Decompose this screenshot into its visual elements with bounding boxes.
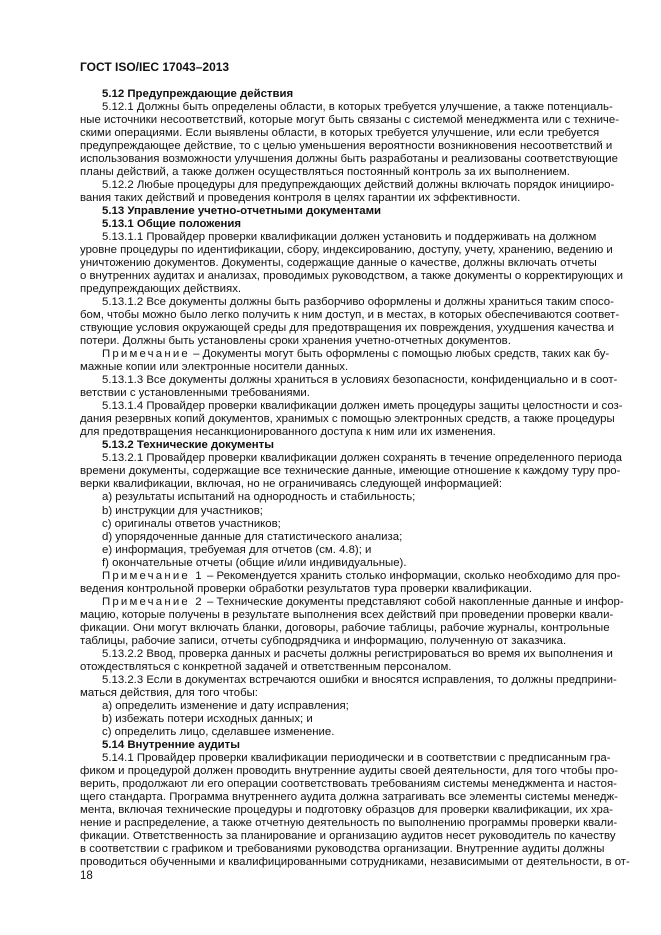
text-line: нение и распределение, а также отчетную деятельность по выполнению программы проверки квали- bbox=[80, 816, 618, 829]
text-line: мацию, которые получены в результате выполнения всех действий при проведении проверки квали- bbox=[80, 608, 614, 621]
note-text: – Документы могут быть оформлены с помощью любых средств, таких как бу- bbox=[189, 348, 610, 361]
text-line bbox=[80, 569, 621, 583]
text-line: 5.14.1 Провайдер проверки квалификации периодически и в соответствии с предписанным гра- bbox=[102, 751, 611, 764]
list bbox=[80, 700, 584, 739]
text-line: бом, чтобы можно было легко получить к ним доступ, и в местах, в которых обеспечиваются соответ- bbox=[80, 309, 620, 322]
text-line: уничтожению документов. Документы, содержащие данные о качестве, должны включать отчеты bbox=[80, 257, 597, 270]
note-label: Примечание 1 bbox=[102, 569, 204, 582]
text-line: уровне процедуры по идентификации, сбору, индексированию, доступу, учету, хранению, ведению и bbox=[80, 244, 613, 257]
text-line: 5.12.2 Любые процедуры для предупреждающих действий должны включать порядок иницииро- bbox=[102, 179, 615, 192]
paragraph bbox=[80, 101, 619, 179]
list-item: c) оригиналы ответов участников; bbox=[102, 517, 281, 530]
page-number: 18 bbox=[80, 870, 93, 882]
text-line: мажные копии или электронные носители данных. bbox=[80, 361, 349, 374]
text-line: фиком и процедурой должен проводить внутренние аудиты своей деятельности, для того чтобы про- bbox=[80, 764, 618, 777]
paragraph bbox=[80, 673, 617, 700]
text-line: щего стандарта. Программа внутреннего аудита должна затрагивать все элементы системы менедж- bbox=[80, 790, 618, 803]
paragraph bbox=[80, 179, 615, 205]
text-line: дания резервных копий документов, хранимых с помощью электронных средств, а также процедуры bbox=[80, 413, 615, 426]
text-line bbox=[80, 348, 610, 361]
section-heading bbox=[80, 88, 584, 101]
text-line: для предотвращения несанкционированного доступа к ним или их изменения. bbox=[80, 426, 496, 439]
paragraph bbox=[80, 647, 613, 674]
text-line: 5.13.1.1 Провайдер проверки квалификации должен установить и поддерживать на должном bbox=[102, 231, 597, 244]
text-line: верить, продолжают ли его операции соответствовать требованиям системы менеджмента и настоя- bbox=[80, 777, 617, 790]
text-line: ствующие условия окружающей среды для предотвращения их повреждения, ухудшения качества и bbox=[80, 322, 614, 335]
text-line: предупреждающих действиях. bbox=[80, 283, 242, 296]
list-item: d) упорядоченные данные для статистического анализа; bbox=[102, 530, 403, 543]
text-line: использования возможности улучшения должны быть разработаны и реализованы соответствующие bbox=[80, 153, 618, 166]
text-line: отождествляться с конкретной задачей и ответственным персоналом. bbox=[80, 660, 452, 673]
text-line: ведения контрольной проверки обработки результатов тура проверки квалификации. bbox=[80, 582, 533, 595]
text-line: потери. Должны быть установлены сроки хранения учетно-отчетных документов. bbox=[80, 335, 511, 348]
text-line: 5.13.2 Технические документы bbox=[102, 439, 274, 452]
text-line: ветствии с установленными требованиями. bbox=[80, 387, 310, 400]
text-line: скими операциями. Если выявлены области, в которых требуется улучшение, или если требуется bbox=[80, 127, 600, 140]
text-line: 5.13.1.2 Все документы должны быть разборчиво оформлены и должны храниться таким спосо- bbox=[102, 296, 614, 309]
paragraph bbox=[80, 374, 618, 400]
note-text: – Технические документы представляют собой накопленные данные и инфор- bbox=[203, 595, 624, 608]
text-line: 5.14 Внутренние аудиты bbox=[102, 738, 240, 751]
section-heading bbox=[80, 439, 584, 452]
paragraph bbox=[80, 751, 630, 869]
text-line: 5.12.1 Должны быть определены области, в которых требуется улучшение, а также потенциаль- bbox=[102, 101, 613, 114]
note bbox=[80, 595, 624, 648]
text-line: проводиться обученными и квалифицированными сотрудниками, независимыми от деятельности, в от- bbox=[80, 855, 630, 868]
text-line: таблицы, рабочие записи, отчеты субподрядчика и информацию, полученную от заказчика. bbox=[80, 634, 567, 647]
list-item: e) информация, требуемая для отчетов (см. 4.8); и bbox=[102, 543, 372, 556]
paragraph bbox=[80, 231, 623, 296]
text-line: фикации. Они могут включать бланки, договоры, рабочие таблицы, рабочие журналы, контрольные bbox=[80, 621, 610, 634]
note bbox=[80, 569, 621, 596]
text-line: 5.13.1 Общие положения bbox=[102, 218, 242, 231]
text-line: 5.13 Управление учетно-отчетными документами bbox=[102, 205, 382, 218]
section-heading bbox=[80, 739, 584, 752]
section-heading bbox=[80, 218, 584, 231]
paragraph bbox=[80, 452, 622, 491]
note-label: Примечание 2 bbox=[102, 595, 204, 608]
text-line: о внутренних аудитах и анализах, проводимых руководством, а также документы о корректирующих и bbox=[80, 270, 623, 283]
text-line: 5.13.1.4 Провайдер проверки квалификации должен иметь процедуры защиты целостности и соз- bbox=[102, 400, 623, 413]
paragraph bbox=[80, 400, 623, 439]
text-line: ные источники несоответствий, которые могут быть связаны с системой менеджмента или с техниче- bbox=[80, 114, 619, 127]
list-item: b) избежать потери исходных данных; и bbox=[102, 712, 313, 725]
document-body bbox=[80, 88, 630, 869]
paragraph bbox=[80, 296, 620, 348]
text-line bbox=[80, 595, 624, 609]
text-line: предупреждающее действие, то с целью уменьшения вероятности возникновения несоответствий и bbox=[80, 140, 613, 153]
text-line: 5.13.2.2 Ввод, проверка данных и расчеты должны регистрироваться во время их выполнения и bbox=[102, 647, 613, 660]
list bbox=[80, 491, 584, 569]
list-item: f) окончательные отчеты (общие и/или индивидуальные). bbox=[102, 556, 407, 569]
text-line: мента, включая технические процедуры и подготовку образцов для проверки квалификации, их хра- bbox=[80, 803, 613, 816]
note bbox=[80, 348, 610, 374]
text-line: верки квалификации, включая, но не ограничиваясь следующей информацией: bbox=[80, 478, 503, 491]
text-line: маться действия, для того чтобы: bbox=[80, 686, 258, 699]
text-line: 5.13.1.3 Все документы должны храниться в условиях безопасности, конфиденциально и в соот- bbox=[102, 374, 618, 387]
document-header: ГОСТ ISO/IEC 17043–2013 bbox=[80, 60, 230, 74]
text-line: планы действий, а также должен осуществляться постоянный контроль за их выполнением. bbox=[80, 166, 570, 179]
list-item: a) результаты испытаний на однородность и стабильность; bbox=[102, 491, 416, 504]
section-heading bbox=[80, 205, 584, 218]
list-item: c) определить лицо, сделавшее изменение. bbox=[102, 725, 335, 738]
text-line: времени документы, содержащие все технические данные, имеющие отношение к каждому туру про- bbox=[80, 465, 621, 478]
text-line: вания таких действий и проведения контроля в целях гарантии их эффективности. bbox=[80, 192, 521, 205]
text-line: 5.12 Предупреждающие действия bbox=[102, 88, 294, 100]
list-item: a) определить изменение и дату исправления; bbox=[102, 699, 349, 712]
text-line: фикации. Ответственность за планирование и организацию аудитов несет руководитель по качеству bbox=[80, 829, 616, 842]
list-item: b) инструкции для участников; bbox=[102, 504, 263, 517]
note-text: – Рекомендуется хранить столько информации, сколько необходимо для про- bbox=[203, 569, 621, 582]
text-line: 5.13.2.1 Провайдер проверки квалификации должен сохранять в течение определенного периода bbox=[102, 452, 622, 465]
text-line: в соответствии с графиком и требованиями руководства организации. Внутренние аудиты должны bbox=[80, 842, 605, 855]
note-label: Примечание bbox=[102, 348, 190, 361]
text-line: 5.13.2.3 Если в документах встречаются ошибки и вносятся исправления, то должны предприни- bbox=[102, 673, 617, 686]
